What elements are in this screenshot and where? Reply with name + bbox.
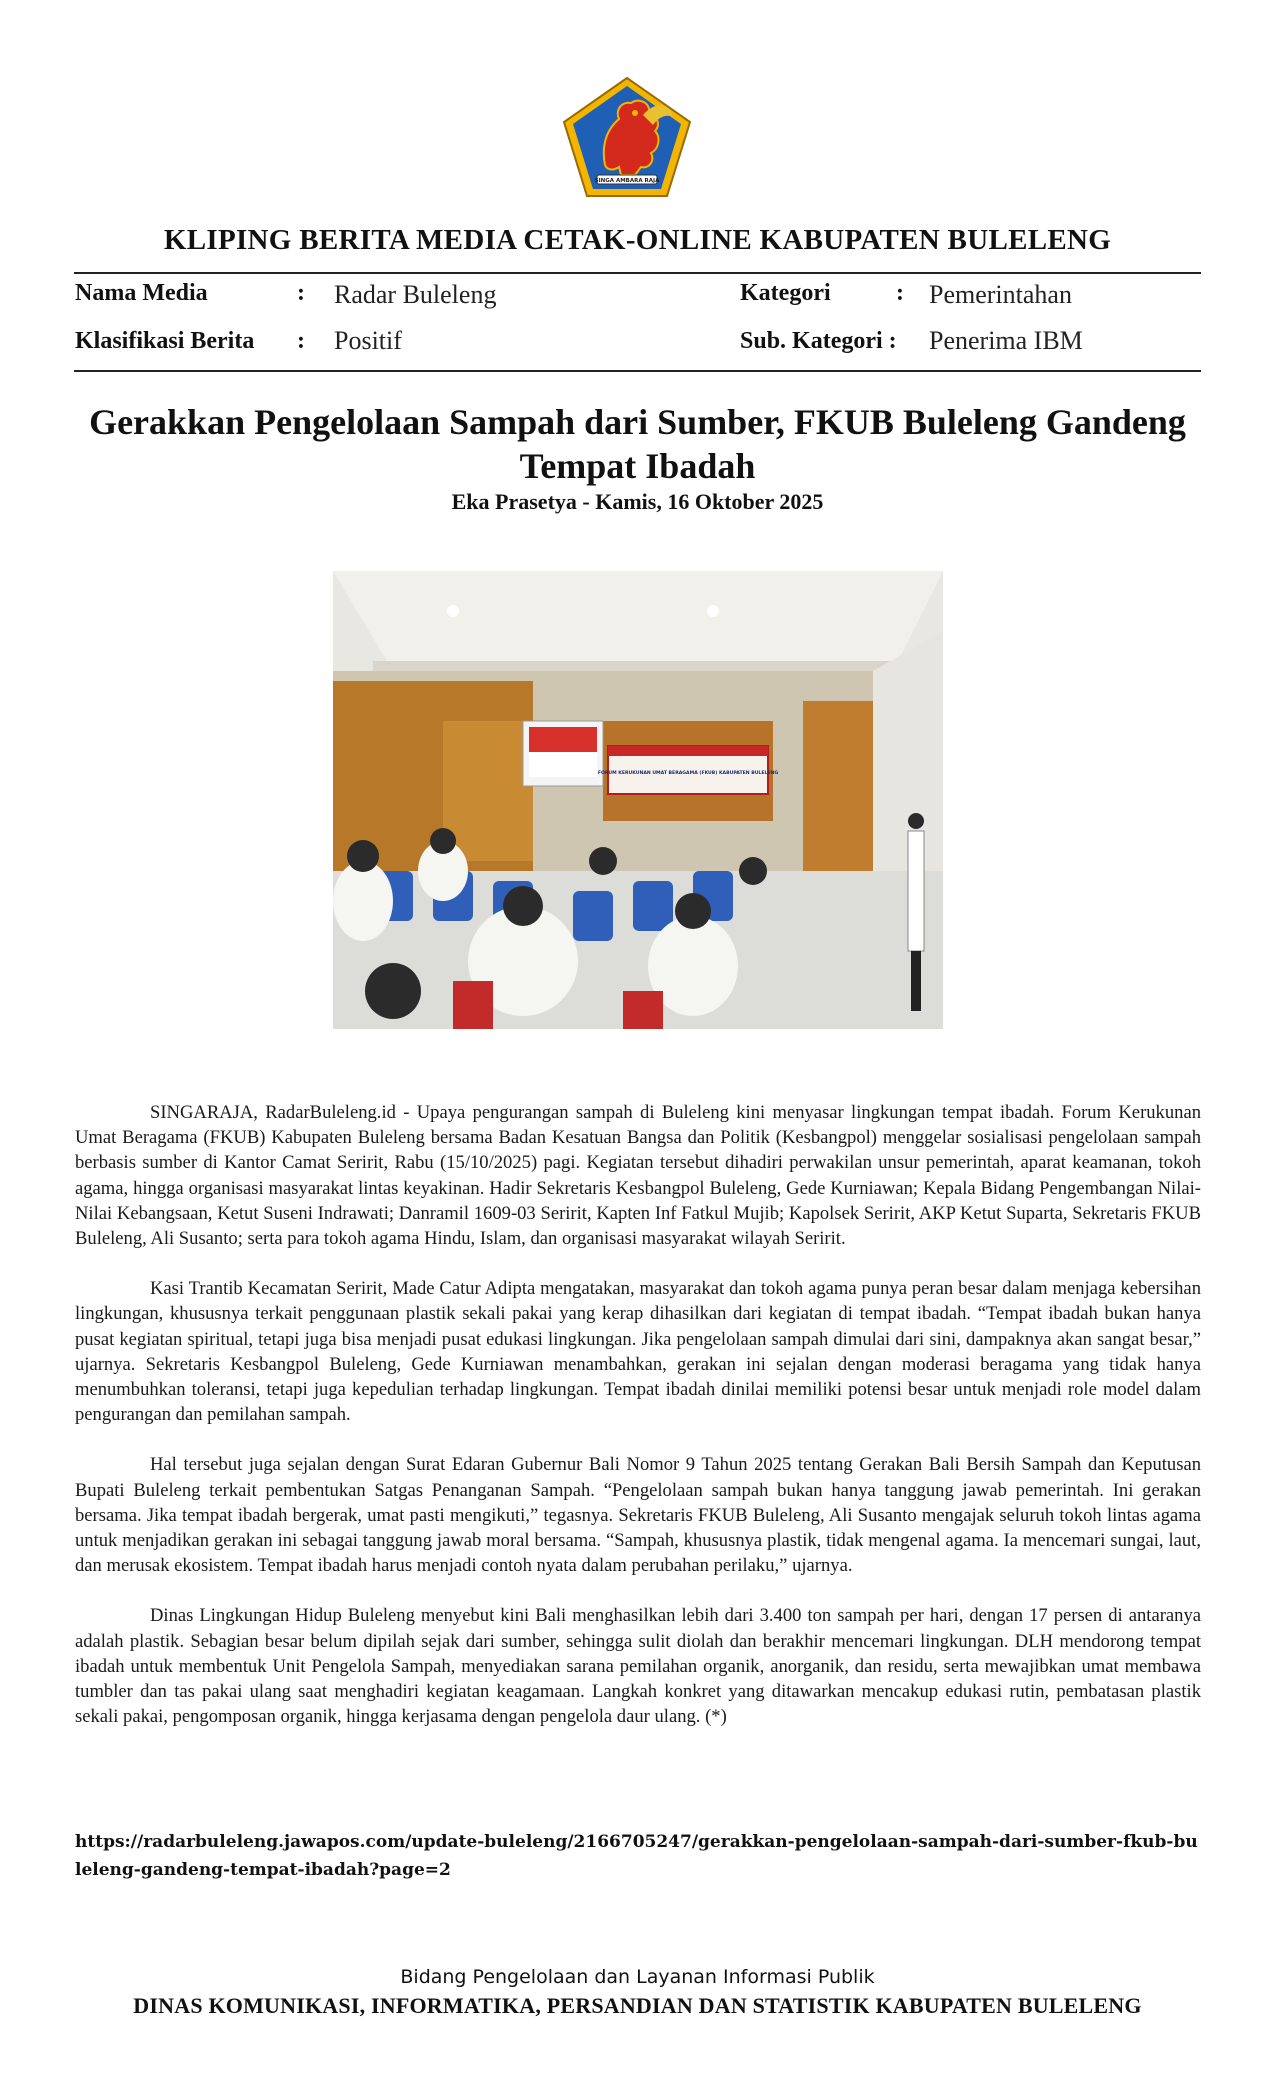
meta-divider	[74, 370, 1201, 372]
media-name-value: Radar Buleleng	[334, 280, 497, 309]
classification-colon: :	[297, 328, 305, 354]
logo-motto: SINGA AMBARA RAJA	[594, 178, 660, 184]
media-name-label: Nama Media	[75, 280, 208, 306]
footer-unit: Bidang Pengelolaan dan Layanan Informasi Publik	[400, 1966, 875, 1988]
classification-value: Positif	[334, 326, 402, 355]
buleleng-regency-logo	[561, 75, 693, 199]
article-photo	[333, 571, 943, 1029]
media-name-colon: :	[297, 280, 305, 306]
subcategory-label: Sub. Kategori :	[740, 328, 897, 354]
article-paragraph: SINGARAJA, RadarBuleleng.id - Upaya pengurangan sampah di Buleleng kini menyasar lingkungan tempat ibadah. Forum Kerukunan Umat Beragama (FKUB) Kabupaten Buleleng bersama Badan Kesatuan Bangsa dan Politik (Kesbangpol) menggelar sosialisasi pengelolaan sampah berbasis sumber di Kantor Camat Seririt, Rabu (15/10/2025) pagi. Kegiatan tersebut dihadiri perwakilan unsur pemerintah, aparat keamanan, tokoh agama, hingga organisasi masyarakat lintas keyakinan. Hadir Sekretaris Kesbangpol Buleleng, Gede Kurniawan; Kepala Bidang Pengembangan Nilai-Nilai Kebangsaan, Ketut Suseni Indrawati; Danramil 1609-03 Seririt, Kapten Inf Fatkul Mujib; Kapolsek Seririt, AKP Ketut Suparta, Sekretaris FKUB Buleleng, Ali Susanto; serta para tokoh agama Hindu, Islam, dan organisasi masyarakat wilayah Seririt.	[75, 1102, 1201, 1250]
clipping-title: KLIPING BERITA MEDIA CETAK-ONLINE KABUPATEN BULELENG	[163, 224, 1112, 256]
footer-office: DINAS KOMUNIKASI, INFORMATIKA, PERSANDIAN DAN STATISTIK KABUPATEN BULELENG	[133, 1993, 1142, 2018]
article-byline: Eka Prasetya - Kamis, 16 Oktober 2025	[451, 489, 824, 514]
article-paragraph: Kasi Trantib Kecamatan Seririt, Made Catur Adipta mengatakan, masyarakat dan tokoh agama punya peran besar dalam menjaga kebersihan lingkungan, khususnya terkait penggunaan plastik sekali pakai yang kerap dihasilkan dari kegiatan di tempat ibadah. “Tempat ibadah bukan hanya pusat kegiatan spiritual, tetapi juga bisa menjadi pusat edukasi lingkungan. Jika pengelolaan sampah dimulai dari sini, dampaknya akan sangat besar,” ujarnya. Sekretaris Kesbangpol Buleleng, Gede Kurniawan menambahkan, gerakan ini sejalan dengan moderasi beragama yang tidak hanya menumbuhkan toleransi, tetapi juga kepedulian terhadap lingkungan. Tempat ibadah dinilai memiliki potensi besar untuk menjadi role model dalam pengurangan dan pemilahan sampah.	[75, 1278, 1201, 1426]
article-headline: Gerakkan Pengelolaan Sampah dari Sumber, FKUB Buleleng Gandeng Tempat Ibadah	[89, 402, 1186, 486]
lion-crest-icon	[561, 75, 693, 199]
article-paragraph: Hal tersebut juga sejalan dengan Surat Edaran Gubernur Bali Nomor 9 Tahun 2025 tentang Gerakan Bali Bersih Sampah dan Keputusan Bupati Buleleng terkait pembentukan Satgas Penanganan Sampah. “Pengelolaan sampah bukan hanya tanggung jawab pemerintah. Ini gerakan bersama. Jika tempat ibadah bergerak, umat pasti mengikuti,” tegasnya. Sekretaris FKUB Buleleng, Ali Susanto mengajak seluruh tokoh lintas agama untuk menjadikan gerakan ini sebagai tanggung jawab moral bersama. “Sampah, khususnya plastik, tidak mengenal agama. Ia mencemari sungai, laut, dan merusak ekosistem. Tempat ibadah harus menjadi contoh nyata dalam perubahan perilaku,” ujarnya.	[75, 1454, 1201, 1577]
category-value: Pemerintahan	[929, 280, 1072, 309]
article-paragraph: Dinas Lingkungan Hidup Buleleng menyebut kini Bali menghasilkan lebih dari 3.400 ton sampah per hari, dengan 17 persen di antaranya adalah plastik. Sebagian besar belum dipilah sejak dari sumber, sehingga sulit diolah dan berakhir mencemari lingkungan. DLH mendorong tempat ibadah untuk membentuk Unit Pengelola Sampah, menyediakan sarana pemilahan organik, anorganik, dan residu, serta mewajibkan umat membawa tumbler dan tas pakai ulang saat menghadiri kegiatan keagamaan. Langkah konkret yang ditawarkan mencakup edukasi rutin, pembatasan plastik sekali pakai, pengomposan organik, hingga kerjasama dengan pengelola daur ulang. (*)	[75, 1605, 1201, 1728]
source-link[interactable]: https://radarbuleleng.jawapos.com/update-buleleng/2166705247/gerakkan-pengelolaan-sampah-dari-sumber-fkub-buleleng-gandeng-tempat-ibadah?page=2	[75, 1832, 1198, 1880]
header-divider	[74, 272, 1201, 274]
article-body	[75, 1100, 1201, 1754]
subcategory-value: Penerima IBM	[929, 326, 1083, 355]
category-colon: :	[896, 280, 904, 306]
category-label: Kategori	[740, 280, 831, 306]
classification-label: Klasifikasi Berita	[75, 328, 255, 354]
photo-banner-text: FORUM KERUKUNAN UMAT BERAGAMA (FKUB) KABUPATEN BULELENG	[597, 771, 779, 776]
